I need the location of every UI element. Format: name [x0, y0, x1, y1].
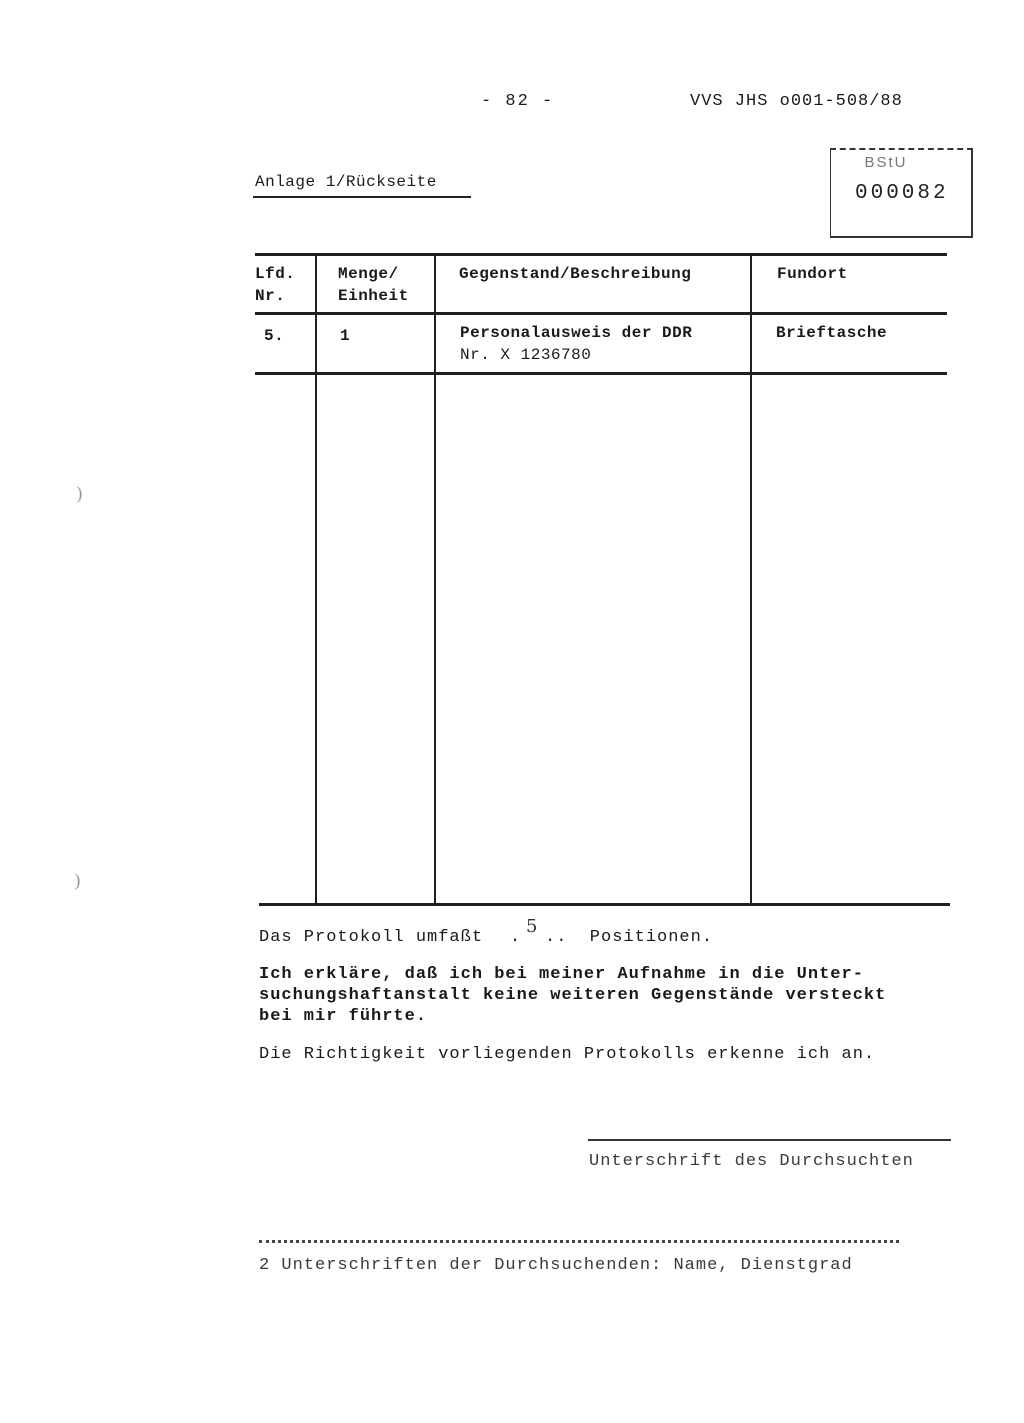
archive-stamp: [830, 148, 973, 238]
stamp-number: 000082: [855, 182, 949, 205]
protokoll-prefix: Das Protokoll umfaßt: [259, 928, 484, 947]
protokoll-count-dots: .: [510, 928, 522, 947]
header-menge-line2: Einheit: [338, 287, 409, 305]
document-reference: VVS JHS o001-508/88: [690, 92, 903, 111]
signature-line-searched: [588, 1139, 951, 1141]
declaration-line-2: suchungshaftanstalt keine weiteren Gegenstände versteckt: [259, 986, 887, 1005]
column-divider-1: [315, 255, 317, 905]
header-gegenstand: Gegenstand/Beschreibung: [459, 265, 692, 283]
table-top-rule: [255, 253, 947, 256]
header-lfd-line2: Nr.: [255, 287, 286, 305]
table-header-rule: [255, 312, 947, 315]
row-nr: 5.: [264, 327, 285, 345]
signature-dotted-line: [259, 1240, 899, 1243]
row-fundort: Brieftasche: [776, 324, 888, 342]
row-menge: 1: [340, 327, 351, 345]
signature-label-searched: Unterschrift des Durchsuchten: [589, 1152, 914, 1171]
table-bottom-rule: [259, 903, 950, 906]
margin-mark-1: ): [76, 484, 84, 505]
page-title: Anlage 1/Rückseite: [255, 173, 437, 191]
title-underline: [253, 196, 471, 198]
page-number: - 82 -: [481, 92, 555, 111]
protokoll-count-handwritten: 5: [526, 916, 538, 937]
protokoll-suffix: .. Positionen.: [545, 928, 714, 947]
table-row-rule: [255, 372, 947, 375]
signature-label-searchers: 2 Unterschriften der Durchsuchenden: Name, Dienstgrad: [259, 1256, 853, 1275]
acknowledgement: Die Richtigkeit vorliegenden Protokolls erkenne ich an.: [259, 1045, 876, 1064]
margin-mark-2: ): [74, 871, 82, 892]
declaration-line-3: bei mir führte.: [259, 1007, 428, 1026]
header-lfd-line1: Lfd.: [255, 265, 296, 283]
column-divider-3: [750, 255, 752, 905]
column-divider-2: [434, 255, 436, 905]
declaration-line-1: Ich erkläre, daß ich bei meiner Aufnahme in die Unter-: [259, 965, 864, 984]
header-menge-line1: Menge/: [338, 265, 399, 283]
row-gegenstand-line2: Nr. X 1236780: [460, 346, 592, 364]
header-fundort: Fundort: [777, 265, 848, 283]
stamp-org: BStU: [864, 154, 908, 171]
row-gegenstand-line1: Personalausweis der DDR: [460, 324, 693, 342]
